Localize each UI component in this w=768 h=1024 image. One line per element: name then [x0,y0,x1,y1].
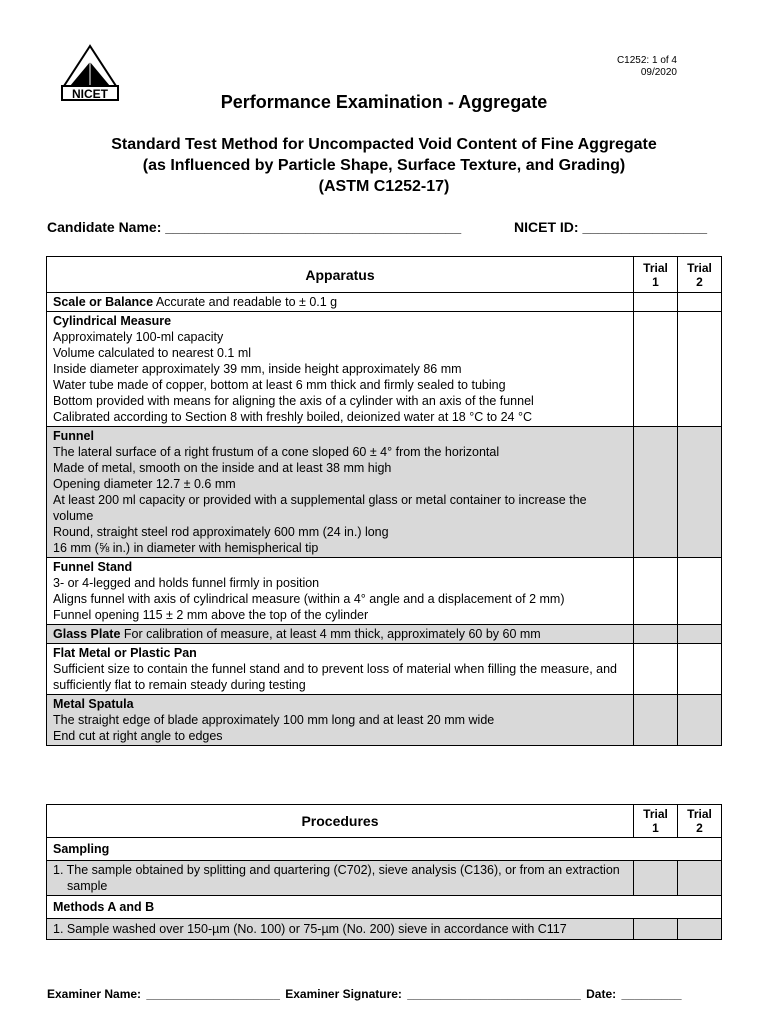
item-title: Cylindrical Measure [53,314,172,328]
item-title: Flat Metal or Plastic Pan [53,646,197,660]
procedures-trial-2-header: Trial 2 [678,805,722,838]
trial-1-checkbox[interactable] [634,312,678,427]
apparatus-row-pan [47,644,722,695]
item-line: Water tube made of copper, bottom at least 6 mm thick and firmly sealed to tubing [53,378,506,392]
procedure-step-row [47,861,722,896]
nicet-id-field[interactable] [514,219,707,235]
item-title: Funnel [53,429,94,443]
page-subtitle [0,134,768,197]
procedures-heading: Procedures [47,805,634,838]
apparatus-row-scale [47,293,722,312]
trial-2-checkbox[interactable] [678,919,722,940]
trial-1-checkbox[interactable] [634,625,678,644]
doc-date: 09/2020 [640,67,677,78]
item-line: Bottom provided with means for aligning the axis of a cylinder with an axis of the funnel [53,394,534,408]
item-line: 16 mm (⅝ in.) in diameter with hemispherical tip [53,541,319,555]
item-title: Funnel Stand [53,560,133,574]
trial-2-checkbox[interactable] [678,625,722,644]
apparatus-row-cylindrical-measure [47,312,722,427]
apparatus-table [46,256,722,746]
procedure-step-row [47,919,722,940]
item-title: Metal Spatula [53,697,134,711]
apparatus-trial-2-header: Trial 2 [678,257,722,293]
doc-reference [617,55,677,79]
item-line: Funnel opening 115 ± 2 mm above the top of the cylinder [53,608,369,622]
doc-code: C1252: 1 of 4 [616,55,677,66]
trial-1-checkbox[interactable] [634,427,678,558]
subtitle-line-2: (as Influenced by Particle Shape, Surface Texture, and Grading) [142,157,626,174]
procedure-step: 1. The sample obtained by splitting and quartering (C702), sieve analysis (C136), or from an extraction sample [47,861,634,896]
item-line: Approximately 100-ml capacity [53,330,224,344]
apparatus-row-glass-plate [47,625,722,644]
item-line: 3- or 4-legged and holds funnel firmly in position [53,576,320,590]
trial-1-checkbox[interactable] [634,695,678,746]
date-blank[interactable]: _________ [621,987,682,1001]
item-line: Made of metal, smooth on the inside and at least 38 mm high [53,461,392,475]
item-line: At least 200 ml capacity or provided with a supplemental glass or metal container to increase the volume [53,493,587,523]
examiner-signature-label: Examiner Signature: [285,987,402,1001]
examiner-signature-blank[interactable]: __________________________ [407,987,581,1001]
subtitle-line-1: Standard Test Method for Uncompacted Void Content of Fine Aggregate [111,136,657,153]
procedures-trial-1-header: Trial 1 [634,805,678,838]
item-title: Glass Plate [53,627,121,641]
trial-1-checkbox[interactable] [634,558,678,625]
apparatus-trial-1-header: Trial 1 [634,257,678,293]
item-line: Sufficient size to contain the funnel stand and to prevent loss of material when filling the measure, and sufficiently flat to remain steady during testing [53,662,617,692]
trial-2-checkbox[interactable] [678,695,722,746]
apparatus-heading: Apparatus [47,257,634,293]
procedure-step: 1. Sample washed over 150-µm (No. 100) or 75-µm (No. 200) sieve in accordance with C117 [47,919,634,940]
examiner-name-blank[interactable]: ____________________ [146,987,280,1001]
trial-2-checkbox[interactable] [678,558,722,625]
trial-1-checkbox[interactable] [634,861,678,896]
logo-text: NICET [72,87,108,101]
trial-2-checkbox[interactable] [678,427,722,558]
apparatus-row-funnel-stand [47,558,722,625]
trial-2-checkbox[interactable] [678,644,722,695]
procedures-table [46,804,722,940]
nicet-id-label: NICET ID: [514,219,579,235]
apparatus-row-spatula [47,695,722,746]
item-line: The straight edge of blade approximately 100 mm long and at least 20 mm wide [53,713,495,727]
item-line: Aligns funnel with axis of cylindrical measure (within a 4° angle and a displacement of 2 mm) [53,592,565,606]
apparatus-row-funnel [47,427,722,558]
item-inline: Accurate and readable to ± 0.1 g [153,295,338,309]
subtitle-line-3: (ASTM C1252-17) [318,178,450,195]
item-line: Volume calculated to nearest 0.1 ml [53,346,252,360]
item-line: Inside diameter approximately 39 mm, inside height approximately 86 mm [53,362,462,376]
procedures-section-sampling [47,838,722,861]
trial-1-checkbox[interactable] [634,644,678,695]
candidate-name-field[interactable] [47,219,461,235]
page-title: Performance Examination - Aggregate [220,92,548,112]
item-line: Opening diameter 12.7 ± 0.6 mm [53,477,236,491]
section-title: Sampling [47,838,722,861]
item-line: End cut at right angle to edges [53,729,223,743]
procedures-section-methods-a-b [47,896,722,919]
item-line: Calibrated according to Section 8 with freshly boiled, deionized water at 18 °C to 24 °C [53,410,533,424]
candidate-name-blank[interactable]: ______________________________________ [165,219,462,235]
trial-2-checkbox[interactable] [678,293,722,312]
examiner-footer [47,987,684,1001]
trial-1-checkbox[interactable] [634,293,678,312]
candidate-name-label: Candidate Name: [47,219,162,235]
item-line: Round, straight steel rod approximately 600 mm (24 in.) long [53,525,389,539]
nicet-id-blank[interactable]: ________________ [582,219,708,235]
trial-2-checkbox[interactable] [678,312,722,427]
examiner-name-label: Examiner Name: [47,987,142,1001]
trial-1-checkbox[interactable] [634,919,678,940]
item-line: The lateral surface of a right frustum of a cone sloped 60 ± 4° from the horizontal [53,445,500,459]
trial-2-checkbox[interactable] [678,861,722,896]
item-title: Scale or Balance [53,295,154,309]
date-label: Date: [586,987,617,1001]
item-inline: For calibration of measure, at least 4 mm thick, approximately 60 by 60 mm [120,627,541,641]
section-title: Methods A and B [47,896,722,919]
